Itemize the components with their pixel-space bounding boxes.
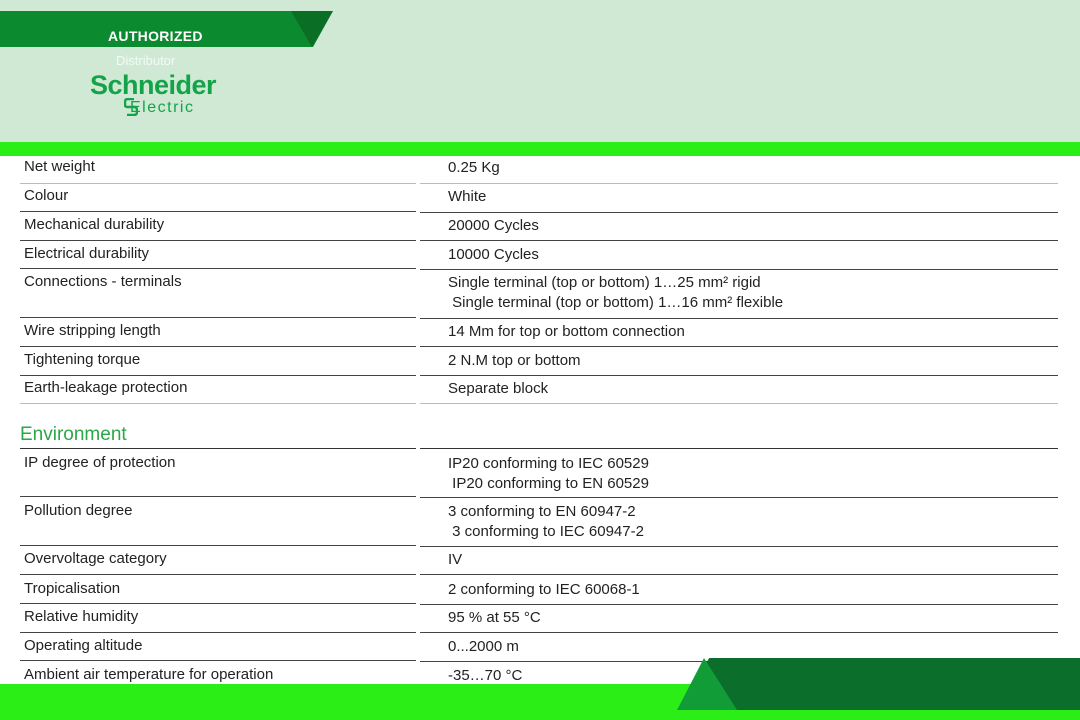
row-divider xyxy=(20,632,416,633)
spec-label: Mechanical durability xyxy=(24,216,165,233)
row-divider xyxy=(420,632,1058,633)
row-divider xyxy=(20,403,416,404)
spec-value: 2 N.M top or bottom xyxy=(448,352,581,369)
env-label: IP degree of protection xyxy=(24,454,176,471)
section-divider xyxy=(20,448,416,449)
row-divider xyxy=(420,318,1058,319)
spec-label: Earth-leakage protection xyxy=(24,379,188,396)
authorized-label: AUTHORIZED xyxy=(108,28,203,44)
env-label: Pollution degree xyxy=(24,502,133,519)
row-divider xyxy=(20,660,416,661)
row-divider xyxy=(420,183,1058,184)
brand-sub: Electric xyxy=(130,99,195,116)
spec-label: Colour xyxy=(24,187,69,204)
corner-decoration xyxy=(677,658,1080,710)
brand-name: Schneider xyxy=(90,70,217,100)
env-value: 95 % at 55 °C xyxy=(448,609,541,626)
env-label: Tropicalisation xyxy=(24,580,121,597)
row-divider xyxy=(20,211,416,212)
env-value: 0...2000 m xyxy=(448,638,519,655)
row-divider xyxy=(20,603,416,604)
row-divider xyxy=(420,546,1058,547)
section-title-environment: Environment xyxy=(20,424,127,445)
distributor-label: Distributor xyxy=(116,53,176,68)
spec-label: Net weight xyxy=(24,158,95,175)
row-divider xyxy=(20,346,416,347)
spec-value: Single terminal (top or bottom) 1…25 mm² rigid Single terminal (top or bottom) 1…16 mm² flexible xyxy=(448,274,784,311)
env-label: Operating altitude xyxy=(24,637,143,654)
env-label: Relative humidity xyxy=(24,608,139,625)
row-divider xyxy=(420,604,1058,605)
row-divider xyxy=(20,574,416,575)
row-divider xyxy=(20,268,416,269)
row-divider xyxy=(420,212,1058,213)
spec-value: 0.25 Kg xyxy=(448,159,500,176)
row-divider xyxy=(20,545,416,546)
schneider-logo xyxy=(90,70,250,120)
env-value: 3 conforming to EN 60947-2 3 conforming to IEC 60947-2 xyxy=(448,503,644,540)
row-divider xyxy=(20,375,416,376)
section-divider xyxy=(420,448,1058,449)
top-stripe xyxy=(0,142,1080,156)
env-value: 2 conforming to IEC 60068-1 xyxy=(448,581,640,598)
spec-label: Wire stripping length xyxy=(24,322,161,339)
spec-value: White xyxy=(448,188,487,205)
row-divider xyxy=(420,240,1058,241)
row-divider xyxy=(20,317,416,318)
row-divider xyxy=(420,497,1058,498)
row-divider xyxy=(20,240,416,241)
env-value: -35…70 °C xyxy=(448,667,523,684)
spec-value: 10000 Cycles xyxy=(448,246,539,263)
row-divider xyxy=(420,403,1058,404)
spec-value: 20000 Cycles xyxy=(448,217,539,234)
row-divider xyxy=(20,183,416,184)
spec-value: 14 Mm for top or bottom connection xyxy=(448,323,685,340)
env-value: IP20 conforming to IEC 60529 IP20 conforming to EN 60529 xyxy=(448,455,649,492)
row-divider xyxy=(420,346,1058,347)
env-value: IV xyxy=(448,551,463,568)
row-divider xyxy=(420,375,1058,376)
spec-label: Connections - terminals xyxy=(24,273,182,290)
row-divider xyxy=(20,496,416,497)
env-label: Ambient air temperature for operation xyxy=(24,666,274,683)
spec-value: Separate block xyxy=(448,380,549,397)
row-divider xyxy=(420,269,1058,270)
spec-label: Tightening torque xyxy=(24,351,141,368)
env-label: Overvoltage category xyxy=(24,550,167,567)
row-divider xyxy=(420,574,1058,575)
spec-label: Electrical durability xyxy=(24,245,150,262)
